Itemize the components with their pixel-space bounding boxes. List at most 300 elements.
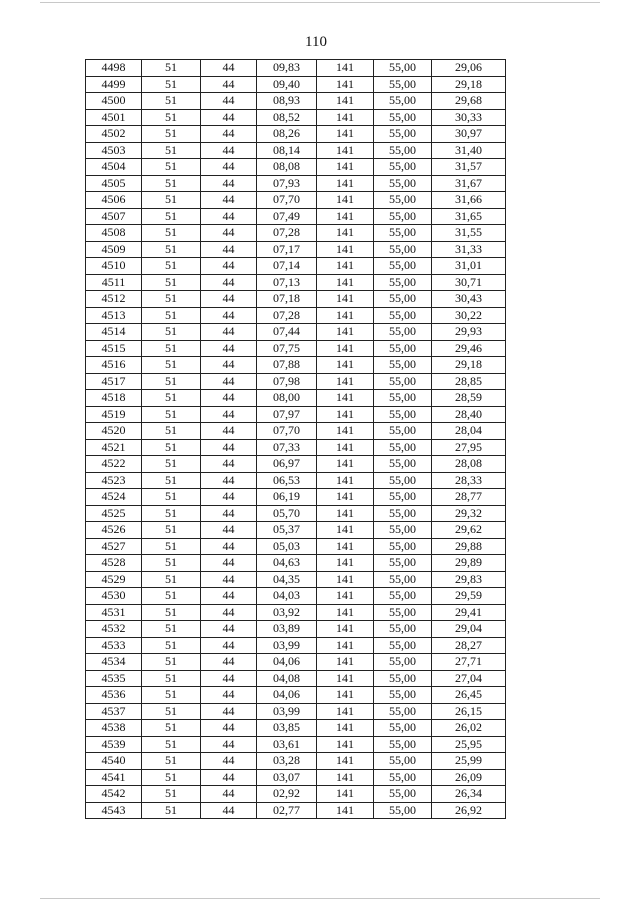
- cell-col5: 141: [317, 307, 374, 324]
- cell-col6: 55,00: [374, 489, 432, 506]
- cell-col2: 51: [142, 76, 201, 93]
- cell-col3: 44: [201, 159, 257, 176]
- cell-col3: 44: [201, 76, 257, 93]
- cell-col5: 141: [317, 588, 374, 605]
- cell-col6: 55,00: [374, 93, 432, 110]
- cell-id: 4524: [86, 489, 142, 506]
- cell-col4: 07,28: [257, 307, 317, 324]
- table-row: [86, 538, 506, 555]
- table-row: [86, 439, 506, 456]
- cell-col6: 55,00: [374, 786, 432, 803]
- cell-col2: 51: [142, 456, 201, 473]
- table-row: [86, 588, 506, 605]
- cell-col2: 51: [142, 571, 201, 588]
- cell-col6: 55,00: [374, 703, 432, 720]
- cell-col6: 55,00: [374, 142, 432, 159]
- cell-col2: 51: [142, 192, 201, 209]
- cell-col7: 29,18: [432, 76, 506, 93]
- cell-col5: 141: [317, 802, 374, 819]
- cell-col5: 141: [317, 357, 374, 374]
- cell-col4: 04,06: [257, 654, 317, 671]
- table-row: [86, 241, 506, 258]
- cell-col3: 44: [201, 769, 257, 786]
- cell-col3: 44: [201, 571, 257, 588]
- cell-col7: 27,71: [432, 654, 506, 671]
- cell-id: 4506: [86, 192, 142, 209]
- cell-col4: 03,61: [257, 736, 317, 753]
- table-row: [86, 126, 506, 143]
- cell-col6: 55,00: [374, 654, 432, 671]
- cell-col5: 141: [317, 390, 374, 407]
- cell-col4: 07,88: [257, 357, 317, 374]
- cell-col2: 51: [142, 604, 201, 621]
- cell-col4: 09,40: [257, 76, 317, 93]
- cell-col7: 28,85: [432, 373, 506, 390]
- data-table: [85, 59, 506, 819]
- cell-col7: 26,34: [432, 786, 506, 803]
- cell-col7: 26,02: [432, 720, 506, 737]
- cell-col3: 44: [201, 786, 257, 803]
- cell-col5: 141: [317, 274, 374, 291]
- cell-col4: 08,14: [257, 142, 317, 159]
- cell-col4: 03,07: [257, 769, 317, 786]
- table-row: [86, 423, 506, 440]
- cell-col4: 03,99: [257, 703, 317, 720]
- cell-col5: 141: [317, 76, 374, 93]
- cell-id: 4525: [86, 505, 142, 522]
- cell-col5: 141: [317, 489, 374, 506]
- cell-id: 4498: [86, 60, 142, 77]
- table-row: [86, 786, 506, 803]
- cell-col6: 55,00: [374, 687, 432, 704]
- cell-col6: 55,00: [374, 406, 432, 423]
- cell-col4: 07,44: [257, 324, 317, 341]
- cell-col5: 141: [317, 687, 374, 704]
- cell-col2: 51: [142, 786, 201, 803]
- cell-id: 4541: [86, 769, 142, 786]
- cell-id: 4517: [86, 373, 142, 390]
- cell-col4: 07,70: [257, 423, 317, 440]
- cell-col3: 44: [201, 175, 257, 192]
- cell-col7: 25,99: [432, 753, 506, 770]
- table-row: [86, 736, 506, 753]
- cell-col6: 55,00: [374, 802, 432, 819]
- cell-id: 4513: [86, 307, 142, 324]
- cell-col5: 141: [317, 538, 374, 555]
- cell-col4: 07,75: [257, 340, 317, 357]
- cell-col2: 51: [142, 93, 201, 110]
- cell-col3: 44: [201, 687, 257, 704]
- cell-col2: 51: [142, 175, 201, 192]
- cell-col3: 44: [201, 241, 257, 258]
- cell-col7: 28,33: [432, 472, 506, 489]
- cell-col7: 26,92: [432, 802, 506, 819]
- cell-col6: 55,00: [374, 390, 432, 407]
- cell-id: 4528: [86, 555, 142, 572]
- cell-col7: 30,43: [432, 291, 506, 308]
- cell-col5: 141: [317, 456, 374, 473]
- cell-col4: 08,93: [257, 93, 317, 110]
- cell-col6: 55,00: [374, 373, 432, 390]
- cell-col6: 55,00: [374, 357, 432, 374]
- cell-col2: 51: [142, 225, 201, 242]
- cell-id: 4518: [86, 390, 142, 407]
- cell-id: 4537: [86, 703, 142, 720]
- cell-col7: 29,88: [432, 538, 506, 555]
- cell-col5: 141: [317, 769, 374, 786]
- cell-col3: 44: [201, 307, 257, 324]
- cell-col3: 44: [201, 736, 257, 753]
- cell-col3: 44: [201, 406, 257, 423]
- cell-col6: 55,00: [374, 423, 432, 440]
- cell-col4: 03,28: [257, 753, 317, 770]
- cell-col6: 55,00: [374, 720, 432, 737]
- cell-col6: 55,00: [374, 538, 432, 555]
- cell-id: 4505: [86, 175, 142, 192]
- cell-col5: 141: [317, 373, 374, 390]
- cell-col6: 55,00: [374, 324, 432, 341]
- cell-col2: 51: [142, 687, 201, 704]
- cell-col2: 51: [142, 357, 201, 374]
- cell-col5: 141: [317, 258, 374, 275]
- cell-col2: 51: [142, 555, 201, 572]
- cell-col6: 55,00: [374, 241, 432, 258]
- cell-col6: 55,00: [374, 258, 432, 275]
- cell-col7: 29,18: [432, 357, 506, 374]
- cell-col6: 55,00: [374, 522, 432, 539]
- cell-col4: 08,00: [257, 390, 317, 407]
- cell-id: 4511: [86, 274, 142, 291]
- cell-col4: 03,85: [257, 720, 317, 737]
- cell-col3: 44: [201, 472, 257, 489]
- cell-col2: 51: [142, 307, 201, 324]
- cell-col5: 141: [317, 192, 374, 209]
- cell-col2: 51: [142, 60, 201, 77]
- cell-col3: 44: [201, 390, 257, 407]
- cell-col6: 55,00: [374, 225, 432, 242]
- cell-col2: 51: [142, 208, 201, 225]
- cell-col4: 07,33: [257, 439, 317, 456]
- cell-col4: 05,03: [257, 538, 317, 555]
- cell-col4: 06,97: [257, 456, 317, 473]
- cell-col2: 51: [142, 621, 201, 638]
- cell-col3: 44: [201, 439, 257, 456]
- table-row: [86, 258, 506, 275]
- cell-col7: 27,04: [432, 670, 506, 687]
- cell-id: 4503: [86, 142, 142, 159]
- cell-col6: 55,00: [374, 291, 432, 308]
- cell-col4: 04,08: [257, 670, 317, 687]
- cell-col5: 141: [317, 208, 374, 225]
- cell-col2: 51: [142, 258, 201, 275]
- cell-col3: 44: [201, 258, 257, 275]
- cell-id: 4530: [86, 588, 142, 605]
- cell-col4: 02,92: [257, 786, 317, 803]
- table-row: [86, 802, 506, 819]
- cell-col4: 04,06: [257, 687, 317, 704]
- cell-col3: 44: [201, 93, 257, 110]
- cell-col2: 51: [142, 159, 201, 176]
- cell-col4: 07,70: [257, 192, 317, 209]
- cell-col7: 31,01: [432, 258, 506, 275]
- cell-col5: 141: [317, 670, 374, 687]
- cell-id: 4516: [86, 357, 142, 374]
- cell-col5: 141: [317, 126, 374, 143]
- cell-col7: 28,59: [432, 390, 506, 407]
- cell-col7: 29,83: [432, 571, 506, 588]
- table-row: [86, 406, 506, 423]
- cell-col3: 44: [201, 802, 257, 819]
- cell-id: 4533: [86, 637, 142, 654]
- cell-col3: 44: [201, 324, 257, 341]
- cell-col2: 51: [142, 291, 201, 308]
- cell-col2: 51: [142, 373, 201, 390]
- table-row: [86, 76, 506, 93]
- table-body: [86, 60, 506, 819]
- cell-col6: 55,00: [374, 637, 432, 654]
- cell-col6: 55,00: [374, 175, 432, 192]
- cell-col6: 55,00: [374, 555, 432, 572]
- cell-col7: 29,89: [432, 555, 506, 572]
- cell-col5: 141: [317, 109, 374, 126]
- cell-id: 4499: [86, 76, 142, 93]
- cell-col6: 55,00: [374, 621, 432, 638]
- cell-id: 4507: [86, 208, 142, 225]
- cell-id: 4538: [86, 720, 142, 737]
- cell-id: 4508: [86, 225, 142, 242]
- cell-col6: 55,00: [374, 340, 432, 357]
- cell-col2: 51: [142, 802, 201, 819]
- page-number: 110: [305, 34, 327, 50]
- table-row: [86, 604, 506, 621]
- table-row: [86, 687, 506, 704]
- cell-col4: 07,14: [257, 258, 317, 275]
- cell-col7: 30,33: [432, 109, 506, 126]
- cell-col5: 141: [317, 736, 374, 753]
- cell-col4: 04,35: [257, 571, 317, 588]
- cell-col7: 26,09: [432, 769, 506, 786]
- cell-col7: 31,55: [432, 225, 506, 242]
- cell-col2: 51: [142, 703, 201, 720]
- cell-col4: 07,49: [257, 208, 317, 225]
- cell-col5: 141: [317, 753, 374, 770]
- cell-col3: 44: [201, 357, 257, 374]
- table-row: [86, 769, 506, 786]
- cell-col2: 51: [142, 489, 201, 506]
- cell-col3: 44: [201, 192, 257, 209]
- table-row: [86, 654, 506, 671]
- cell-id: 4514: [86, 324, 142, 341]
- cell-col3: 44: [201, 208, 257, 225]
- table-row: [86, 60, 506, 77]
- cell-col7: 28,04: [432, 423, 506, 440]
- cell-col2: 51: [142, 538, 201, 555]
- table-row: [86, 720, 506, 737]
- cell-col7: 27,95: [432, 439, 506, 456]
- cell-col4: 07,93: [257, 175, 317, 192]
- table-row: [86, 307, 506, 324]
- cell-col7: 30,97: [432, 126, 506, 143]
- cell-id: 4504: [86, 159, 142, 176]
- cell-id: 4510: [86, 258, 142, 275]
- cell-col7: 25,95: [432, 736, 506, 753]
- cell-col6: 55,00: [374, 159, 432, 176]
- table-row: [86, 456, 506, 473]
- cell-col4: 06,53: [257, 472, 317, 489]
- cell-col2: 51: [142, 109, 201, 126]
- cell-col6: 55,00: [374, 208, 432, 225]
- cell-col3: 44: [201, 142, 257, 159]
- cell-col7: 28,27: [432, 637, 506, 654]
- cell-col6: 55,00: [374, 456, 432, 473]
- cell-col2: 51: [142, 439, 201, 456]
- cell-col3: 44: [201, 637, 257, 654]
- cell-col3: 44: [201, 522, 257, 539]
- cell-col5: 141: [317, 423, 374, 440]
- cell-col7: 31,33: [432, 241, 506, 258]
- cell-col6: 55,00: [374, 60, 432, 77]
- cell-col7: 29,41: [432, 604, 506, 621]
- cell-id: 4515: [86, 340, 142, 357]
- cell-col3: 44: [201, 291, 257, 308]
- cell-col5: 141: [317, 324, 374, 341]
- cell-col2: 51: [142, 736, 201, 753]
- cell-id: 4521: [86, 439, 142, 456]
- cell-col7: 31,67: [432, 175, 506, 192]
- cell-col6: 55,00: [374, 670, 432, 687]
- cell-col5: 141: [317, 720, 374, 737]
- cell-col7: 28,40: [432, 406, 506, 423]
- table-row: [86, 753, 506, 770]
- cell-col6: 55,00: [374, 505, 432, 522]
- cell-col4: 03,89: [257, 621, 317, 638]
- cell-col4: 08,08: [257, 159, 317, 176]
- cell-col3: 44: [201, 489, 257, 506]
- cell-col4: 07,13: [257, 274, 317, 291]
- cell-col5: 141: [317, 621, 374, 638]
- cell-col3: 44: [201, 654, 257, 671]
- cell-col5: 141: [317, 571, 374, 588]
- cell-col3: 44: [201, 505, 257, 522]
- cell-col6: 55,00: [374, 109, 432, 126]
- cell-col5: 141: [317, 654, 374, 671]
- cell-col2: 51: [142, 142, 201, 159]
- cell-col7: 30,22: [432, 307, 506, 324]
- cell-id: 4500: [86, 93, 142, 110]
- cell-col6: 55,00: [374, 192, 432, 209]
- cell-col5: 141: [317, 60, 374, 77]
- table-row: [86, 390, 506, 407]
- cell-col2: 51: [142, 406, 201, 423]
- cell-col3: 44: [201, 703, 257, 720]
- cell-col7: 29,46: [432, 340, 506, 357]
- cell-col4: 07,28: [257, 225, 317, 242]
- cell-id: 4539: [86, 736, 142, 753]
- cell-col7: 31,40: [432, 142, 506, 159]
- cell-id: 4509: [86, 241, 142, 258]
- table-row: [86, 291, 506, 308]
- cell-id: 4501: [86, 109, 142, 126]
- cell-col2: 51: [142, 769, 201, 786]
- cell-col3: 44: [201, 670, 257, 687]
- table-row: [86, 571, 506, 588]
- table-row: [86, 555, 506, 572]
- table-row: [86, 489, 506, 506]
- cell-col5: 141: [317, 637, 374, 654]
- table-row: [86, 175, 506, 192]
- cell-col7: 29,06: [432, 60, 506, 77]
- cell-col2: 51: [142, 720, 201, 737]
- cell-col5: 141: [317, 340, 374, 357]
- cell-col7: 29,32: [432, 505, 506, 522]
- table-row: [86, 670, 506, 687]
- cell-col3: 44: [201, 555, 257, 572]
- cell-col4: 08,26: [257, 126, 317, 143]
- cell-col4: 07,18: [257, 291, 317, 308]
- cell-col6: 55,00: [374, 588, 432, 605]
- table-row: [86, 192, 506, 209]
- cell-col7: 29,62: [432, 522, 506, 539]
- cell-col3: 44: [201, 588, 257, 605]
- cell-col5: 141: [317, 142, 374, 159]
- cell-col3: 44: [201, 340, 257, 357]
- cell-col6: 55,00: [374, 76, 432, 93]
- table-row: [86, 373, 506, 390]
- cell-col5: 141: [317, 159, 374, 176]
- cell-id: 4527: [86, 538, 142, 555]
- table-row: [86, 637, 506, 654]
- table-row: [86, 109, 506, 126]
- cell-col3: 44: [201, 274, 257, 291]
- cell-id: 4534: [86, 654, 142, 671]
- cell-col5: 141: [317, 505, 374, 522]
- cell-col5: 141: [317, 406, 374, 423]
- scan-edge-bottom: [40, 898, 600, 899]
- cell-col7: 26,15: [432, 703, 506, 720]
- cell-col7: 31,57: [432, 159, 506, 176]
- cell-col4: 03,99: [257, 637, 317, 654]
- cell-col4: 04,63: [257, 555, 317, 572]
- table-row: [86, 324, 506, 341]
- cell-col2: 51: [142, 505, 201, 522]
- cell-col7: 29,93: [432, 324, 506, 341]
- cell-col2: 51: [142, 126, 201, 143]
- cell-col7: 29,68: [432, 93, 506, 110]
- table-row: [86, 621, 506, 638]
- cell-col3: 44: [201, 456, 257, 473]
- cell-col5: 141: [317, 225, 374, 242]
- cell-col6: 55,00: [374, 753, 432, 770]
- cell-col7: 26,45: [432, 687, 506, 704]
- cell-col6: 55,00: [374, 126, 432, 143]
- cell-col2: 51: [142, 324, 201, 341]
- cell-col7: 28,08: [432, 456, 506, 473]
- cell-col6: 55,00: [374, 604, 432, 621]
- cell-col5: 141: [317, 241, 374, 258]
- table-row: [86, 357, 506, 374]
- table-row: [86, 340, 506, 357]
- cell-col3: 44: [201, 225, 257, 242]
- cell-col2: 51: [142, 654, 201, 671]
- cell-col2: 51: [142, 637, 201, 654]
- cell-col4: 02,77: [257, 802, 317, 819]
- cell-id: 4532: [86, 621, 142, 638]
- scan-edge-top: [40, 2, 600, 3]
- cell-id: 4526: [86, 522, 142, 539]
- cell-col6: 55,00: [374, 307, 432, 324]
- cell-col3: 44: [201, 621, 257, 638]
- cell-col4: 05,37: [257, 522, 317, 539]
